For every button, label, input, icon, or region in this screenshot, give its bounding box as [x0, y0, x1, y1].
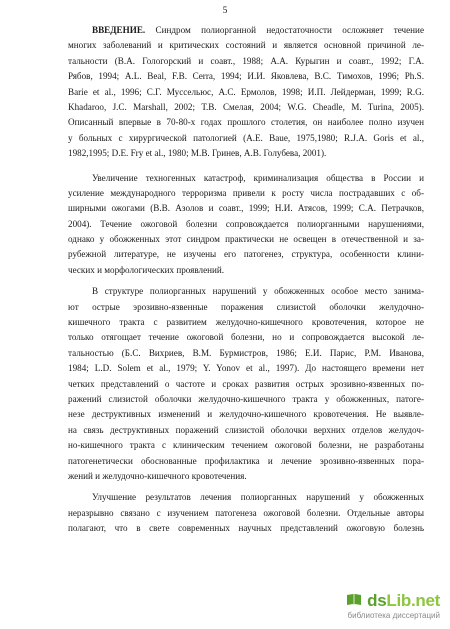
text-line: неразрывно связано с изучением патогенеза ожоговой болезни. Отдельные авторы [68, 507, 424, 518]
text-line: только отягощает течение ожоговой болезни, но и сопровождается высокой ле- [68, 332, 424, 343]
watermark-subtitle: библиотека диссертаций [347, 611, 440, 620]
text-line: Khadaroo, J.C. Marshall, 2002; Т.В. Смелая, 2004; W.G. Cheadle, M. Turina, 2005). [68, 101, 424, 112]
text-line: ВВЕДЕНИЕ. Синдром полиорганной недостаточности осложняет течение [92, 25, 424, 35]
text-line: Увеличение техногенных катастроф, криминализация общества в России и [92, 172, 424, 183]
text-line: рубежной литературе, не изучены его патогенез, структура, особенности клини- [68, 249, 424, 260]
text-line: однако у обожженных этот синдром практически не освещен в отечественной и за- [68, 234, 424, 245]
text-line: ширными ожогами (В.В. Азолов и соавт., 1999; Н.И. Атясов, 1999; С.А. Петрачков, [68, 203, 424, 214]
text-line: полагают, что в свете современных научных представлений ожоговую болезнь [68, 523, 424, 534]
text-line: усиление международного терроризма привели к росту числа пострадавших с об- [68, 187, 424, 198]
text-line: Рябов, 1994; A.L. Beal, F.B. Cerra, 1994; И.И. Яковлева, В.С. Тимохов, 1996; Ph.S. [68, 71, 424, 82]
text-line: кишечного тракта с развитием желудочно-кишечного кровотечения, которое не [68, 317, 424, 328]
watermark-logo: dsLib.net [367, 591, 440, 610]
text-line: патогенетически обоснованные профилактика и лечение эрозивно-язвенных пора- [68, 455, 424, 466]
text-line: 2004). Течение ожоговой болезни сопровождается полиорганными нарушениями, [68, 218, 424, 229]
text-line: у больных с хирургической патологией (A.E. Baue, 1975,1980; R.J.A. Goris et al., [68, 132, 424, 143]
text-line: Описанный впервые в 70-80-х годах прошлого столетия, он наиболее полно изучен [68, 117, 424, 128]
section-heading: ВВЕДЕНИЕ. [92, 25, 146, 35]
text-line: но-кишечного тракта с клиническим течением ожоговой болезни, не разработаны [68, 440, 424, 451]
body-text [68, 23, 424, 537]
text-line: В структуре полиорганных нарушений у обожженных особое место занима- [92, 286, 424, 297]
text-line: на связь деструктивных поражений слизистой оболочки верхних отделов желудоч- [68, 424, 424, 435]
text-line: Barie et al., 1996; С.Г. Муссельюс, А.С. Ермолов, 1998; И.П. Лейдерман, 1999; R.G. [68, 86, 424, 97]
book-icon [346, 593, 362, 607]
text-line: многих заболеваний и критических состояний и является основной причиной ле- [68, 40, 424, 51]
text-line: четких представлений о частоте и сроках развития острых эрозивно-язвенных по- [68, 378, 424, 389]
text-line: ческих и морфологических проявлений. [68, 264, 225, 275]
text-line: тальности (В.А. Гологорский и соавт., 1988; А.А. Курыгин и соавт., 1992; Г.А. [68, 55, 424, 66]
text-line: 1984; L.D. Solem et al., 1979; Y. Yonov et al., 1997). До настоящего времени нет [68, 363, 424, 374]
text-line: ют острые эрозивно-язвенные поражения слизистой оболочки желудочно- [68, 301, 424, 312]
text-line: тальностью (Б.С. Вихриев, В.М. Бурмистров, 1986; Е.И. Парис, Р.М. Иванова, [68, 347, 424, 358]
page-number: 5 [222, 6, 228, 16]
text-line: Улучшение результатов лечения полиорганных нарушений у обожженных [92, 492, 424, 503]
text-line: ражений слизистой оболочки желудочно-кишечного тракта у обожженных, патоге- [68, 393, 424, 404]
text-line: жений и желудочно-кишечного кровотечения. [68, 470, 247, 481]
text-line: незе деструктивных изменений и желудочно-кишечного кровотечения. Не выявле- [68, 409, 424, 420]
text-line: 1982,1995; D.E. Fry et al., 1980; М.В. Гринев, А.В. Голубева, 2001). [68, 148, 327, 159]
dslib-watermark[interactable] [322, 591, 440, 621]
